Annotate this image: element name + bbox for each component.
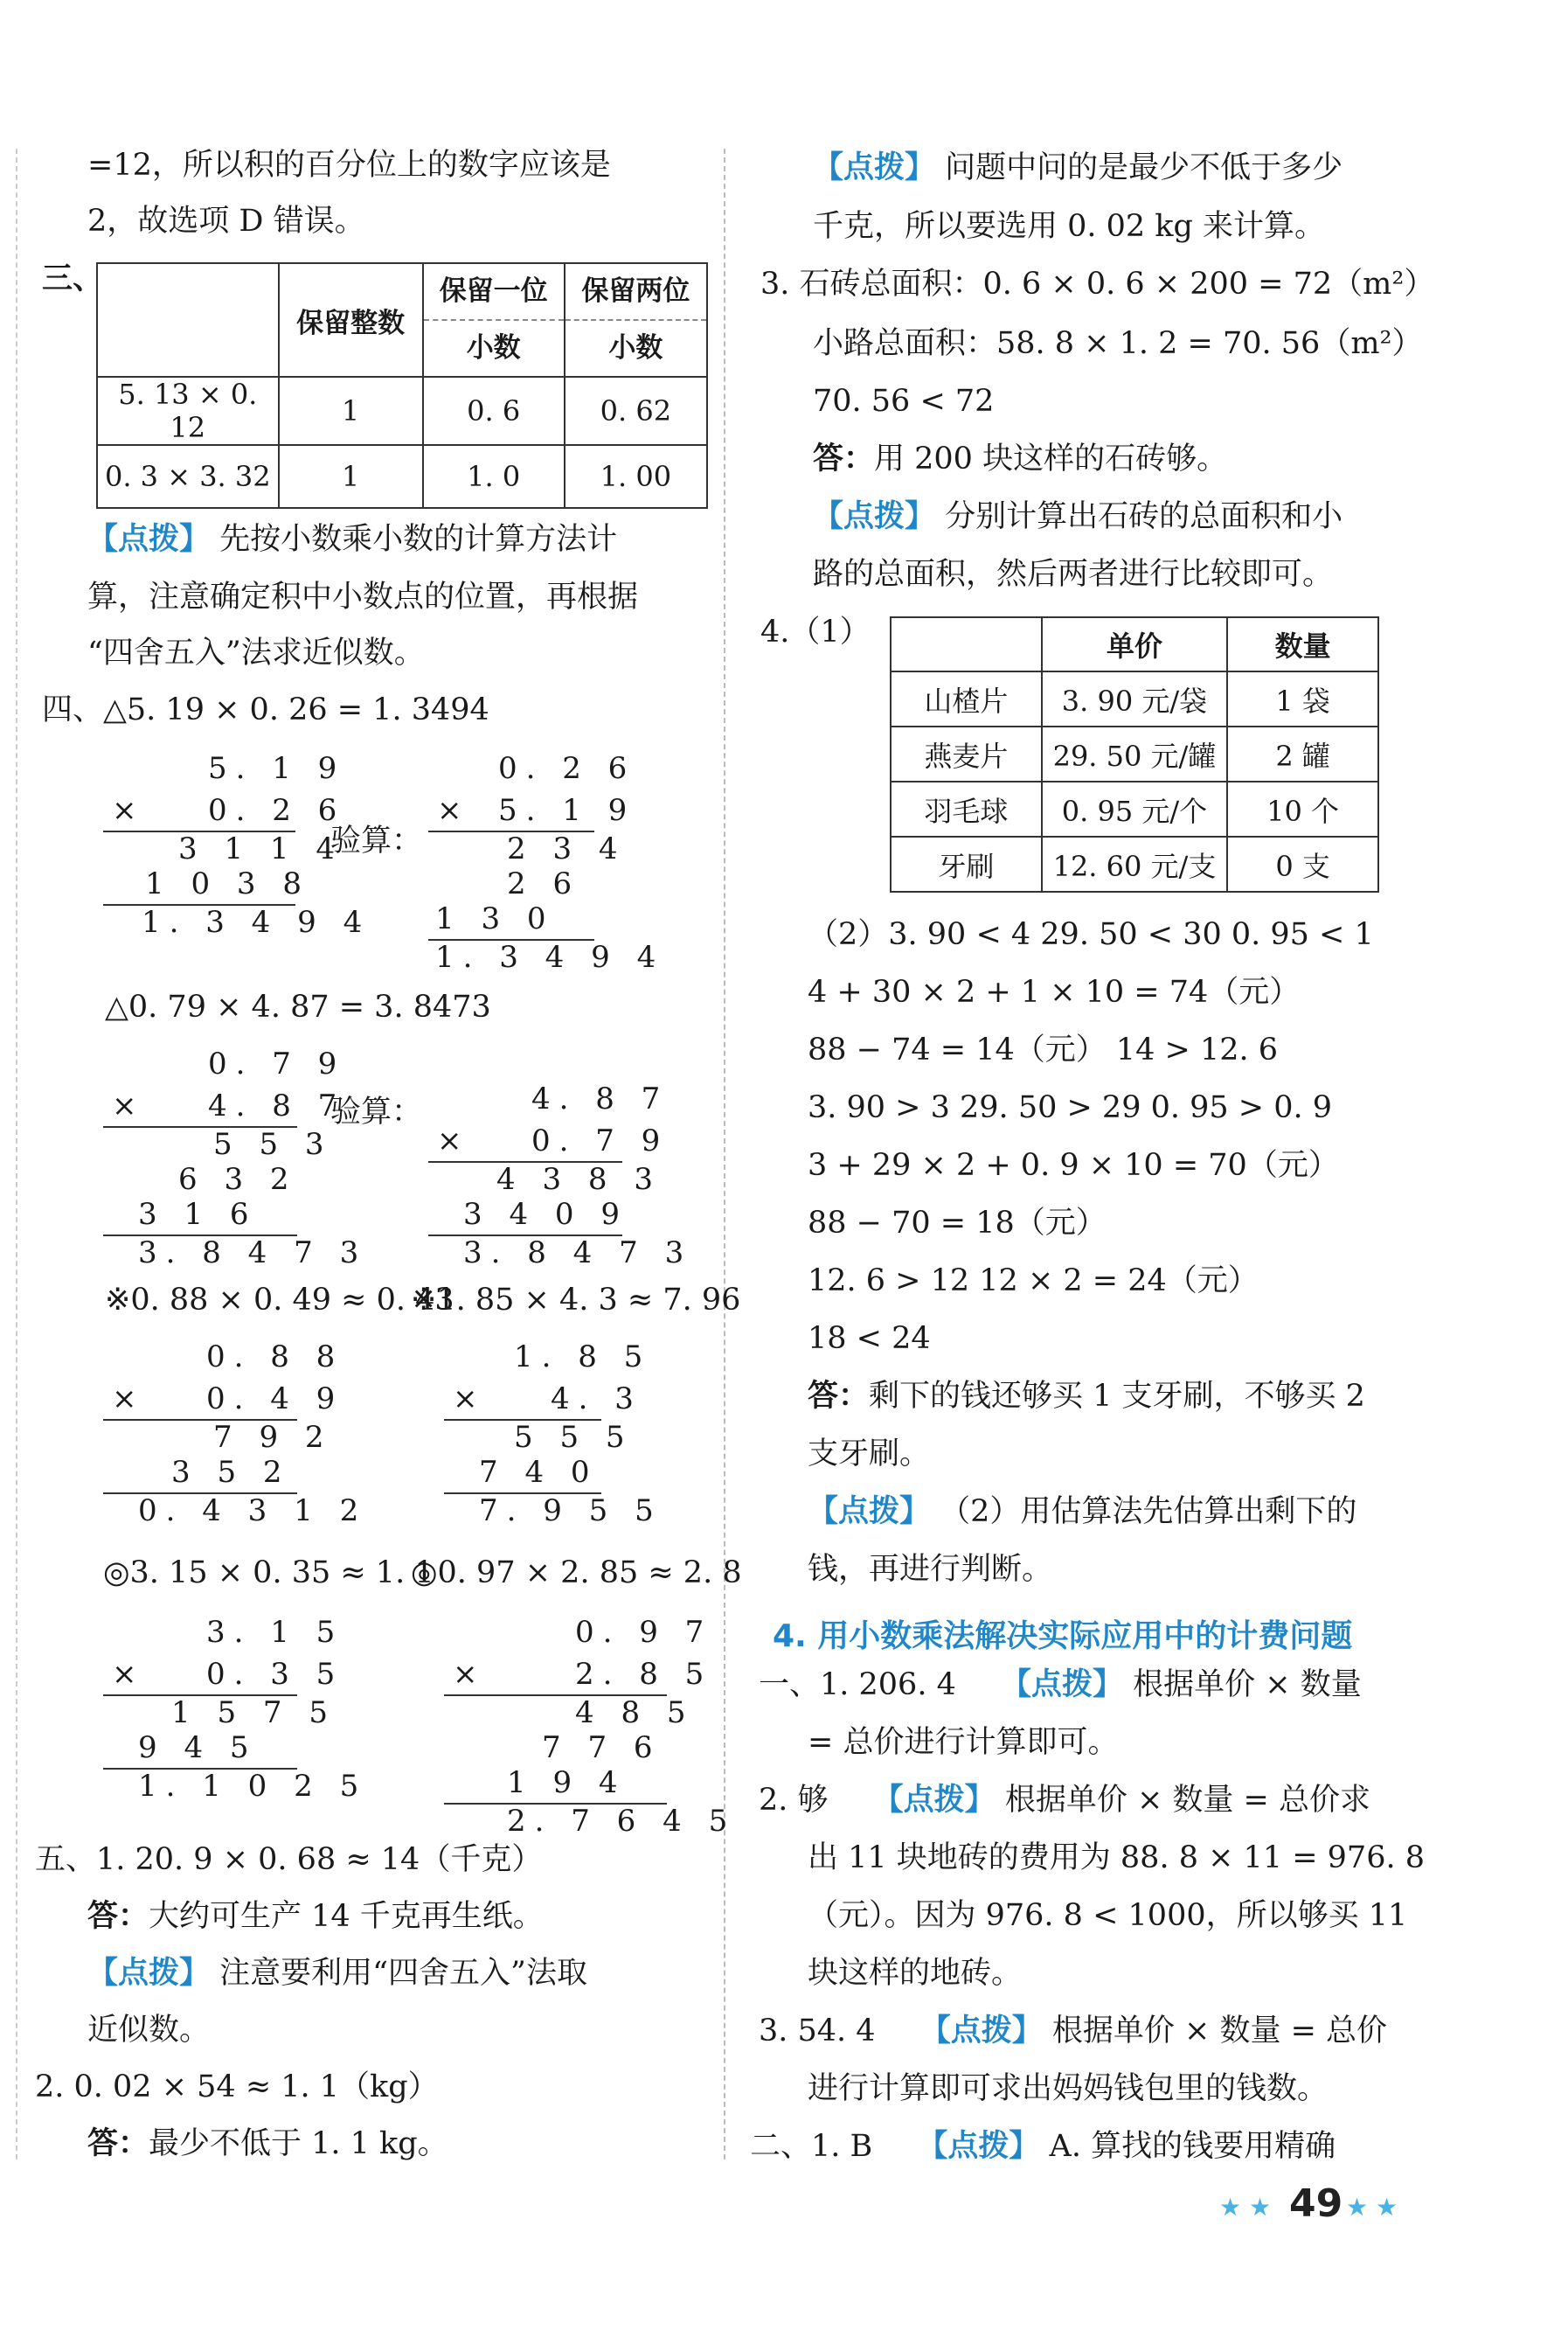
- tip-label: 【点拨】: [808, 1494, 931, 1529]
- calc-line: 3 4 0 9: [463, 1197, 628, 1232]
- answer-line: 答：大约可生产 14 千克再生纸。: [87, 1899, 544, 1934]
- tip-line: 【点拨】 （2）用估算法先估算出剩下的: [808, 1494, 1357, 1529]
- page-number: 49: [1289, 2181, 1343, 2226]
- calc-line: 4 8 5: [575, 1695, 695, 1730]
- calc-sign: ×: [453, 1657, 487, 1692]
- table-corner: [891, 617, 1042, 671]
- calc-line: 0. 2 6: [498, 751, 636, 786]
- calc-line: 2 6: [507, 866, 581, 901]
- table-cell: 0. 62: [565, 377, 707, 445]
- text-line: 出 11 块地砖的费用为 88. 8 × 11 = 976. 8: [808, 1840, 1425, 1875]
- calc-line: 1. 8 5: [514, 1339, 652, 1374]
- tip-label: 【点拨】: [872, 1783, 996, 1818]
- table-cell: 牙刷: [891, 837, 1042, 892]
- calc-line: 3. 8 4 7 3: [138, 1235, 368, 1270]
- calc-line: 0. 4 9: [206, 1381, 344, 1416]
- table-row: [891, 782, 1378, 837]
- calc-line: 2. 8 5: [575, 1657, 713, 1692]
- check-label: 验算：: [330, 1095, 423, 1130]
- table-cell: 12. 60 元/支: [1042, 837, 1228, 892]
- calc-line: 3. 1 5: [206, 1615, 344, 1650]
- answer-line: 二、1. B 【点拨】 A. 算找的钱要用精确: [750, 2129, 1336, 2164]
- calc-line: 7 9 2: [213, 1420, 333, 1455]
- text-line: 千克，所以要选用 0. 02 kg 来计算。: [813, 209, 1326, 244]
- table-header: 单价: [1042, 617, 1228, 671]
- calc-sign: ×: [437, 793, 471, 828]
- question-label: 4.（1）: [760, 615, 871, 650]
- text-line: =12，所以积的百分位上的数字应该是: [87, 148, 611, 183]
- table-row: [97, 377, 707, 445]
- calc-line: 7. 9 5 5: [479, 1493, 663, 1528]
- answer-line: 一、1. 206. 4 【点拨】 根据单价 × 数量: [759, 1667, 1362, 1702]
- text-line: 钱，再进行判断。: [808, 1552, 1053, 1587]
- table-header: 保留整数: [279, 263, 423, 377]
- calc-line: 4. 3: [551, 1381, 642, 1416]
- calc-sign: ×: [112, 1088, 146, 1123]
- table-cell: 1: [279, 377, 423, 445]
- tip-label: 【点拨】: [919, 2014, 1043, 2048]
- calc-line: 7 7 6: [542, 1730, 662, 1765]
- left-margin-rule: [16, 149, 17, 2160]
- calc-line: 7 4 0: [479, 1455, 599, 1490]
- tip-label: 【点拨】: [87, 522, 211, 557]
- text-line: 3. 90 > 3 29. 50 > 29 0. 95 > 0. 9: [808, 1090, 1333, 1125]
- table-cell: 2 罐: [1227, 727, 1378, 782]
- calc-line: 5. 1 9: [208, 751, 346, 786]
- table-cell: 1. 0: [423, 445, 565, 508]
- calc-line: 5 5 5: [514, 1420, 634, 1455]
- text-line: 12. 6 > 12 12 × 2 = 24（元）: [808, 1263, 1259, 1298]
- text-line: 88 − 74 = 14（元） 14 > 12. 6: [808, 1033, 1279, 1068]
- text-line: 支牙刷。: [808, 1436, 931, 1471]
- calc-line: 0. 7 9: [531, 1123, 670, 1158]
- star-icon: ★ ★: [1219, 2193, 1272, 2222]
- text-line: 2，故选项 D 错误。: [87, 204, 365, 239]
- calc-line: 3. 8 4 7 3: [463, 1235, 693, 1270]
- calc-line: 0. 9 7: [575, 1615, 713, 1650]
- text-line: 近似数。: [87, 2013, 211, 2048]
- tip-label: 【点拨】: [813, 150, 936, 185]
- text-line: 18 < 24: [808, 1321, 931, 1356]
- calc-line: 1. 3 4 9 4: [435, 940, 665, 975]
- table-cell: 0. 95 元/个: [1042, 782, 1228, 837]
- table-cell: 0 支: [1227, 837, 1378, 892]
- rounding-table: [96, 262, 708, 509]
- text-line: 3. 石砖总面积：0. 6 × 0. 6 × 200 = 72（m²）: [760, 267, 1435, 302]
- check-label: 验算：: [330, 824, 423, 859]
- section-line: 五、1. 20. 9 × 0. 68 ≈ 14（千克）: [35, 1842, 543, 1877]
- table-cell: 0. 3 × 3. 32: [97, 445, 279, 508]
- table-cell: 3. 90 元/袋: [1042, 671, 1228, 727]
- tip-line: 【点拨】 先按小数乘小数的计算方法计: [87, 522, 618, 557]
- table-row: [891, 671, 1378, 727]
- calc-line: 4. 8 7: [208, 1088, 346, 1123]
- table-cell: 0. 6: [423, 377, 565, 445]
- calc-line: 1 5 7 5: [171, 1695, 336, 1730]
- text-line: （元）。因为 976. 8 < 1000，所以够买 11: [808, 1898, 1408, 1933]
- tip-line: 【点拨】 分别计算出石砖的总面积和小: [813, 499, 1343, 534]
- star-icon: ★ ★: [1346, 2193, 1398, 2222]
- text-line: 进行计算即可求出妈妈钱包里的钱数。: [808, 2071, 1329, 2106]
- tip-label: 【点拨】: [813, 499, 936, 534]
- table-row: [891, 727, 1378, 782]
- equation-line: ※1. 85 × 4. 3 ≈ 7. 96: [411, 1283, 741, 1318]
- calc-line: 0. 7 9: [208, 1047, 346, 1082]
- table-row: [891, 837, 1378, 892]
- calc-line: 4. 8 7: [531, 1082, 670, 1116]
- section-title: 4. 用小数乘法解决实际应用中的计费问题: [773, 1618, 1353, 1654]
- calc-line: 1 0 3 8: [145, 866, 310, 901]
- table-cell: 1 袋: [1227, 671, 1378, 727]
- calc-line: 5. 1 9: [498, 793, 636, 828]
- calc-line: 0. 4 3 1 2: [138, 1493, 368, 1528]
- tip-label: 【点拨】: [1000, 1667, 1123, 1702]
- calc-line: 1 3 0: [435, 901, 555, 936]
- text-line: 70. 56 < 72: [813, 384, 995, 419]
- calc-sign: ×: [437, 1123, 471, 1158]
- equation-line: ◎0. 97 × 2. 85 ≈ 2. 8: [411, 1555, 742, 1590]
- calc-line: 0. 3 5: [206, 1657, 344, 1692]
- table-row: [97, 445, 707, 508]
- text-line: 算，注意确定积中小数点的位置，再根据: [87, 580, 639, 615]
- price-table: [890, 616, 1379, 893]
- table-cell: 10 个: [1227, 782, 1378, 837]
- equation-line: △0. 79 × 4. 87 = 3. 8473: [105, 990, 491, 1025]
- tip-line: 【点拨】 问题中问的是最少不低于多少: [813, 150, 1343, 185]
- tip-line: 【点拨】 注意要利用“四舍五入”法取: [87, 1956, 587, 1991]
- answer-line: 3. 54. 4 【点拨】 根据单价 × 数量 = 总价: [759, 2014, 1388, 2048]
- text-line: “四舍五入”法求近似数。: [87, 636, 425, 671]
- calc-line: 3 5 2: [171, 1455, 291, 1490]
- table-cell: 羽毛球: [891, 782, 1042, 837]
- diagonal-line: [98, 264, 280, 376]
- answer-line: 2. 够 【点拨】 根据单价 × 数量 = 总价求: [759, 1783, 1370, 1818]
- calc-line: 9 4 5: [138, 1730, 258, 1765]
- table-cell: 1. 00: [565, 445, 707, 508]
- calc-sign: ×: [112, 793, 146, 828]
- calc-line: 0. 8 8: [206, 1339, 344, 1374]
- table-header: 保留一位 小数: [423, 263, 565, 377]
- calc-line: 1 9 4: [507, 1765, 627, 1800]
- section-line: 四、△5. 19 × 0. 26 = 1. 3494: [42, 692, 489, 727]
- calc-line: 1. 3 4 9 4: [142, 905, 371, 940]
- tip-label: 【点拨】: [87, 1956, 211, 1991]
- table-cell: 燕麦片: [891, 727, 1042, 782]
- calc-line: 3 1 1 4: [178, 831, 343, 866]
- table-cell: 1: [279, 445, 423, 508]
- calc-line: 6 3 2: [178, 1162, 298, 1197]
- calc-line: 0. 2 6: [208, 793, 346, 828]
- text-line: 小路总面积：58. 8 × 1. 2 = 70. 56（m²）: [813, 326, 1423, 361]
- calc-line: 2. 7 6 4 5: [507, 1804, 737, 1839]
- answer-line: 答：剩下的钱还够买 1 支牙刷，不够买 2: [808, 1379, 1365, 1414]
- text-line: 3 + 29 × 2 + 0. 9 × 10 = 70（元）: [808, 1148, 1339, 1183]
- table-cell: 山楂片: [891, 671, 1042, 727]
- answer-line: 答：用 200 块这样的石砖够。: [813, 442, 1228, 476]
- tip-label: 【点拨】: [917, 2129, 1040, 2164]
- table-header: 数量: [1227, 617, 1378, 671]
- table-header: 保留两位 小数: [565, 263, 707, 377]
- text-line: 88 − 70 = 18（元）: [808, 1206, 1107, 1241]
- calc-line: 2 3 4: [507, 831, 627, 866]
- text-line: 路的总面积，然后两者进行比较即可。: [813, 557, 1334, 592]
- question-line: 2. 0. 02 × 54 ≈ 1. 1（kg）: [35, 2069, 439, 2104]
- answer-line: 答：最少不低于 1. 1 kg。: [87, 2126, 448, 2161]
- calc-line: 5 5 3: [213, 1127, 333, 1162]
- calc-sign: ×: [112, 1657, 146, 1692]
- calc-line: 4 3 8 3: [496, 1162, 662, 1197]
- calc-sign: ×: [453, 1381, 487, 1416]
- text-line: 4 + 30 × 2 + 1 × 10 = 74（元）: [808, 975, 1301, 1010]
- table-cell: 5. 13 × 0. 12: [97, 377, 279, 445]
- text-line: = 总价进行计算即可。: [808, 1725, 1119, 1760]
- text-line: 块这样的地砖。: [808, 1956, 1023, 1991]
- calc-line: 3 1 6: [138, 1197, 258, 1232]
- section-marker: 三、: [42, 261, 104, 296]
- column-divider: [724, 149, 725, 2160]
- table-corner: [97, 263, 279, 377]
- calc-line: 1. 1 0 2 5: [138, 1769, 368, 1804]
- text-line: （2）3. 90 < 4 29. 50 < 30 0. 95 < 1: [808, 917, 1374, 952]
- equation-line: ◎3. 15 × 0. 35 ≈ 1. 1: [103, 1555, 434, 1590]
- equation-line: ※0. 88 × 0. 49 ≈ 0. 43: [105, 1283, 454, 1318]
- table-cell: 29. 50 元/罐: [1042, 727, 1228, 782]
- calc-sign: ×: [112, 1381, 146, 1416]
